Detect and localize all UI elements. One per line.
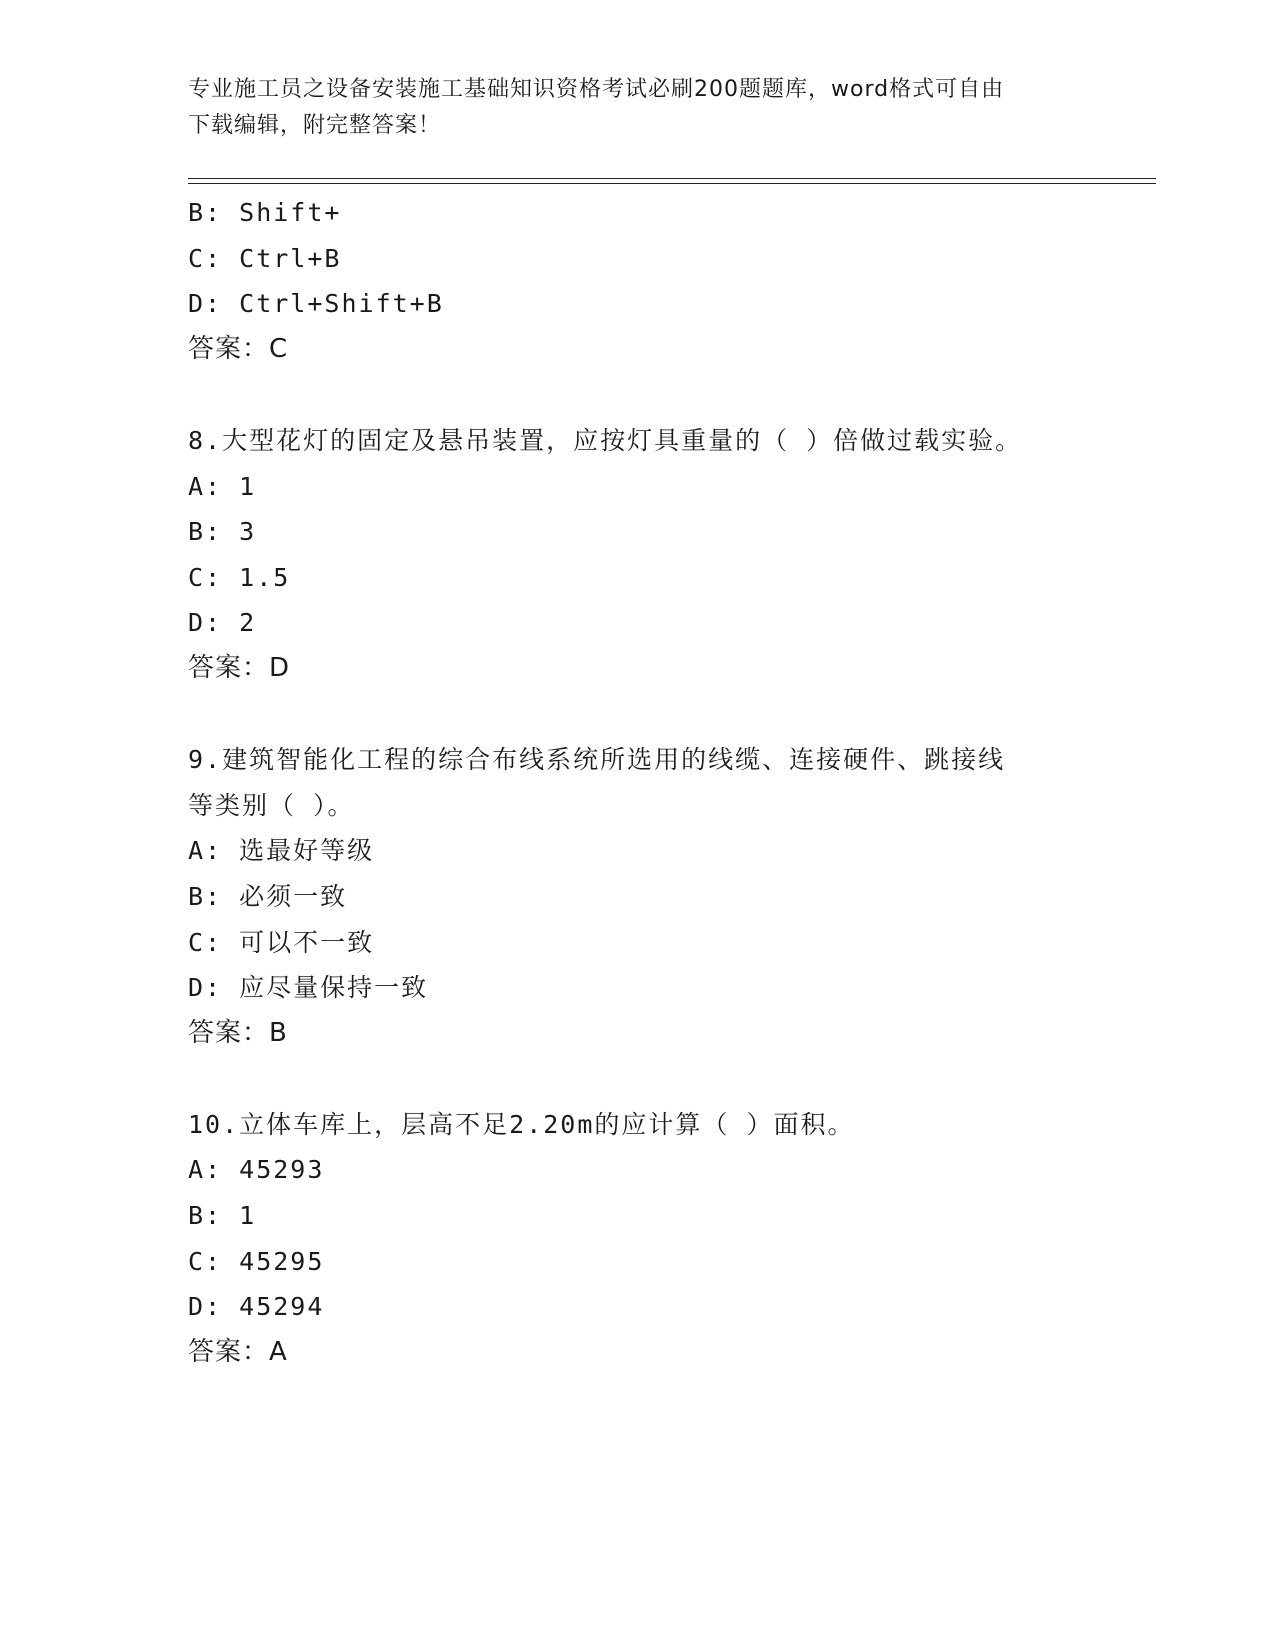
answer-line: 答案：B <box>188 1017 288 1048</box>
spacer <box>188 372 1088 418</box>
document-header <box>188 72 1088 144</box>
question-8 <box>188 418 1088 692</box>
option-b: B: 必须一致 <box>188 881 348 911</box>
option-c: C: 45295 <box>188 1246 325 1276</box>
option-b: B: 3 <box>188 517 257 547</box>
header-rule-top <box>188 178 1156 179</box>
question-content <box>188 190 1088 1375</box>
answer-line: 答案：A <box>188 1336 288 1367</box>
option-a: A: 选最好等级 <box>188 836 375 866</box>
option-b: B: Shift+ <box>188 198 342 227</box>
option-c: C: 可以不一致 <box>188 927 375 957</box>
option-d: D: 2 <box>188 608 257 638</box>
question-9 <box>188 737 1088 1056</box>
option-d: D: 应尽量保持一致 <box>188 973 429 1003</box>
question-stem: 10.立体车库上，层高不足2.20m的应计算（ ）面积。 <box>188 1109 855 1139</box>
question-stem: 8.大型花灯的固定及悬吊装置，应按灯具重量的（ ）倍做过载实验。 <box>188 425 1023 455</box>
option-d: D: 45294 <box>188 1292 325 1322</box>
question-stem-line-2: 等类别（ ）。 <box>188 790 355 820</box>
option-a: A: 1 <box>188 471 257 501</box>
answer-line: 答案：D <box>188 652 291 683</box>
question-10 <box>188 1102 1088 1376</box>
spacer <box>188 692 1088 738</box>
option-d: D: Ctrl+Shift+B <box>188 289 444 319</box>
header-line-1: 专业施工员之设备安装施工基础知识资格考试必刷200题题库，word格式可自由 <box>188 77 1005 102</box>
answer-line: 答案：C <box>188 333 289 364</box>
option-b: B: 1 <box>188 1201 257 1231</box>
header-line-2: 下载编辑，附完整答案！ <box>188 113 442 138</box>
question-stem-line-1: 9.建筑智能化工程的综合布线系统所选用的线缆、连接硬件、跳接线 <box>188 745 1006 775</box>
header-rule-bottom <box>188 183 1156 184</box>
question-7-remainder <box>188 190 1088 372</box>
option-c: C: 1.5 <box>188 562 291 592</box>
option-c: C: Ctrl+B <box>188 243 342 273</box>
spacer <box>188 1056 1088 1102</box>
option-a: A: 45293 <box>188 1155 325 1185</box>
